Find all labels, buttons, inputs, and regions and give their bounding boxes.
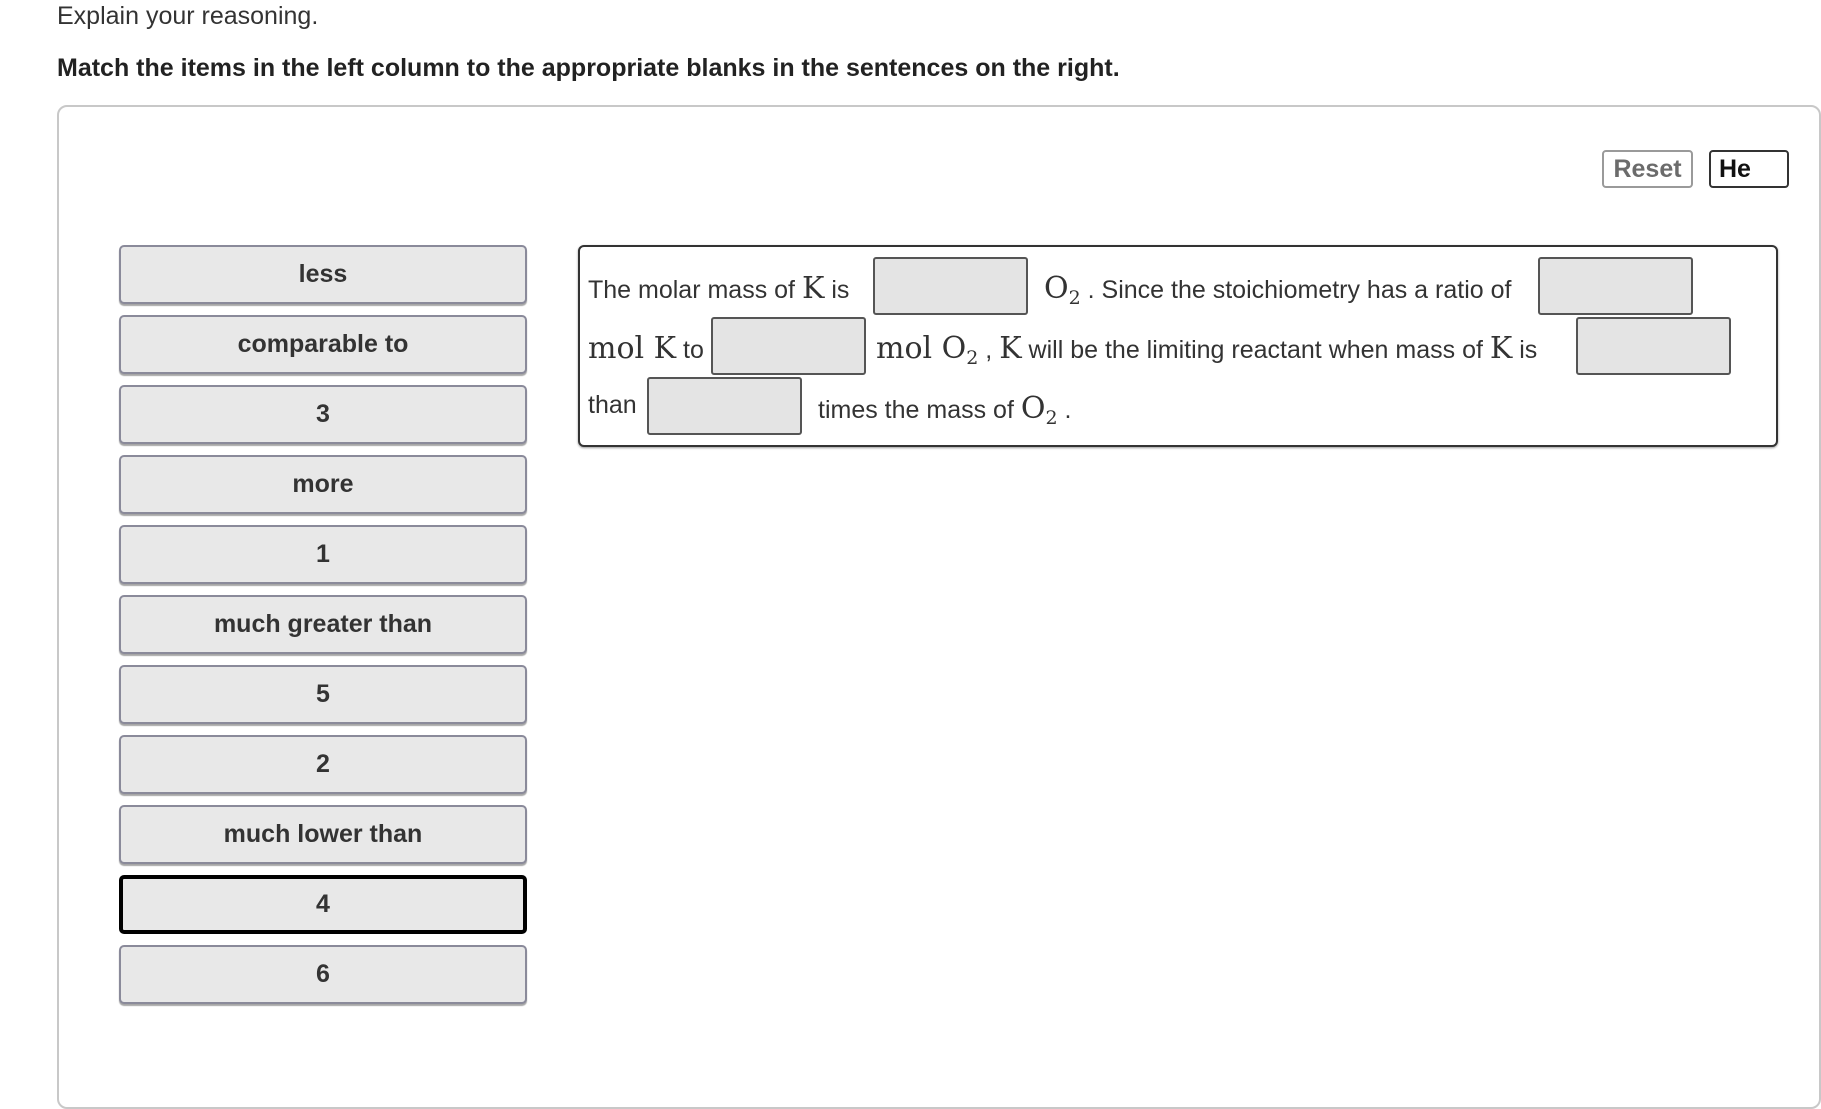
blank-4[interactable] xyxy=(1576,317,1731,375)
sentence-line-3 xyxy=(588,377,1778,435)
reset-button[interactable]: Reset xyxy=(1602,150,1693,188)
sentence-box xyxy=(578,245,1778,447)
answer-item-1[interactable]: 1 xyxy=(119,525,527,584)
answer-item-6[interactable]: 6 xyxy=(119,945,527,1004)
blank-5[interactable] xyxy=(647,377,802,435)
blank-2[interactable] xyxy=(1538,257,1693,315)
answer-item-5[interactable]: 5 xyxy=(119,665,527,724)
help-button[interactable]: He xyxy=(1709,150,1789,188)
answer-item-comparable-to[interactable]: comparable to xyxy=(119,315,527,374)
answer-item-4[interactable]: 4 xyxy=(119,875,527,934)
sentence-text: The molar mass of K is xyxy=(588,271,850,306)
sentence-line-1 xyxy=(588,257,1778,315)
sentence-line-2 xyxy=(588,317,1778,375)
instruction-text: Match the items in the left column to the appropriate blanks in the sentences on the right. xyxy=(57,54,1120,82)
sentence-text: times the mass of $O_2$ . xyxy=(818,391,1072,429)
blank-3[interactable] xyxy=(711,317,866,375)
sentence-text: mol K to xyxy=(588,331,704,366)
answer-item-more[interactable]: more xyxy=(119,455,527,514)
sentence-text: $O_2$ . Since the stoichiometry has a ratio of xyxy=(1044,271,1512,309)
blank-1[interactable] xyxy=(873,257,1028,315)
answer-item-much-greater-than[interactable]: much greater than xyxy=(119,595,527,654)
intro-text: Explain your reasoning. xyxy=(57,2,319,30)
sentence-text: mol $O_2$ , K will be the limiting reactant when mass of K is xyxy=(876,331,1538,369)
sentence-text: than xyxy=(588,391,637,419)
answer-item-much-lower-than[interactable]: much lower than xyxy=(119,805,527,864)
answer-item-less[interactable]: less xyxy=(119,245,527,304)
answer-item-3[interactable]: 3 xyxy=(119,385,527,444)
answer-item-2[interactable]: 2 xyxy=(119,735,527,794)
